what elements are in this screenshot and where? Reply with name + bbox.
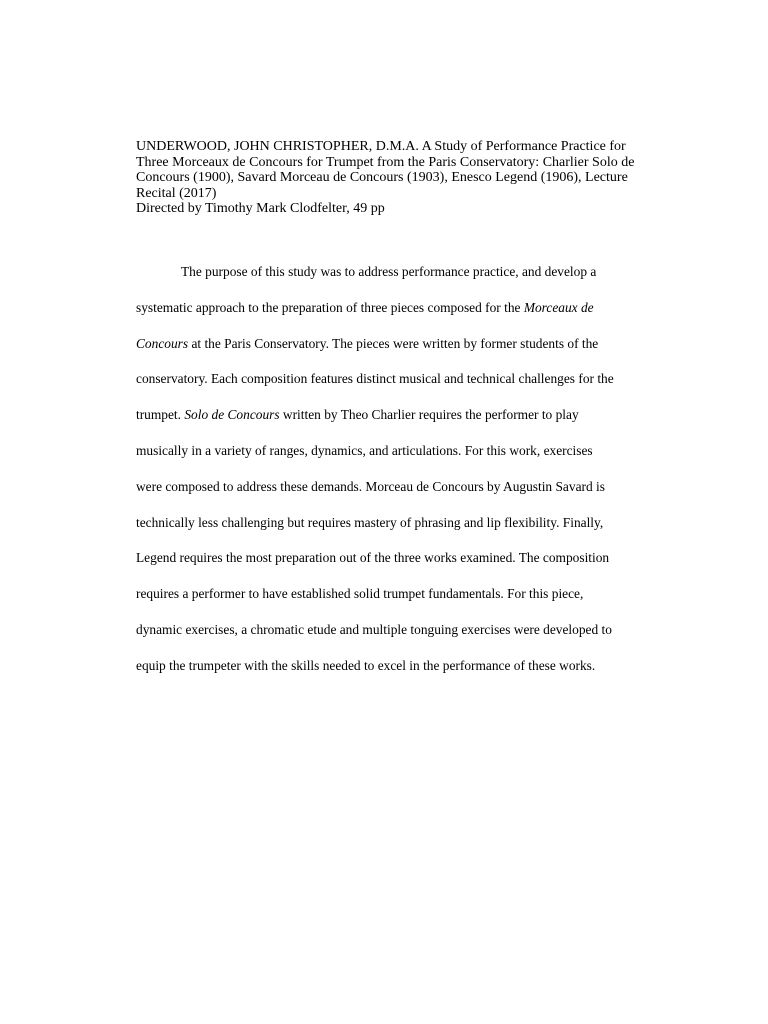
abstract-text: systematic approach to the preparation of three pieces composed for the [136, 299, 524, 315]
abstract-text: trumpet. [136, 407, 185, 423]
directed-by-line: Directed by Timothy Mark Clodfelter, 49 pp [136, 201, 385, 216]
abstract-text: at the Paris Conservatory. The pieces were written by former students of the [188, 335, 599, 351]
abstract-line [136, 334, 696, 370]
italic-title: Morceaux de [523, 299, 594, 315]
citation-line: UNDERWOOD, JOHN CHRISTOPHER, D.M.A. A Study of Performance Practice for [136, 139, 626, 154]
abstract-text: The purpose of this study was to address performance practice, and develop a [181, 264, 597, 279]
abstract-line [136, 584, 696, 620]
abstract-text: equip the trumpeter with the skills needed to excel in the performance of these works. [136, 657, 596, 673]
abstract-line [136, 298, 696, 334]
abstract-text: written by Theo Charlier requires the performer to play [279, 407, 579, 423]
citation-header [136, 139, 696, 217]
abstract-text: Legend requires the most preparation out of the three works examined. The composition [136, 550, 610, 566]
citation-line: Concours (1900), Savard Morceau de Concours (1903), Enesco Legend (1906), Lecture [136, 170, 628, 185]
citation-line: Three Morceaux de Concours for Trumpet from the Paris Conservatory: Charlier Solo de [136, 154, 635, 170]
abstract-line [136, 656, 696, 692]
abstract-line [136, 548, 696, 584]
abstract-text: musically in a variety of ranges, dynamics, and articulations. For this work, exercises [136, 442, 593, 458]
italic-title: Solo de Concours [184, 407, 280, 423]
abstract-line [136, 405, 696, 441]
abstract-text: were composed to address these demands. Morceau de Concours by Augustin Savard is [136, 478, 605, 494]
abstract-line [136, 620, 696, 656]
abstract-text: conservatory. Each composition features distinct musical and technical challenges for the [136, 371, 614, 387]
abstract-body [136, 262, 696, 692]
abstract-line [136, 513, 696, 549]
abstract-line [136, 369, 696, 405]
abstract-line [136, 441, 696, 477]
citation-line: Recital (2017) [136, 185, 217, 201]
abstract-text: requires a performer to have established solid trumpet fundamentals. For this piece, [136, 586, 584, 602]
abstract-line [136, 262, 696, 298]
italic-title: Concours [136, 335, 189, 351]
abstract-text: technically less challenging but requires mastery of phrasing and lip flexibility. Finally, [136, 514, 604, 530]
abstract-line [136, 477, 696, 513]
abstract-text: dynamic exercises, a chromatic etude and multiple tonguing exercises were developed to [136, 621, 612, 637]
